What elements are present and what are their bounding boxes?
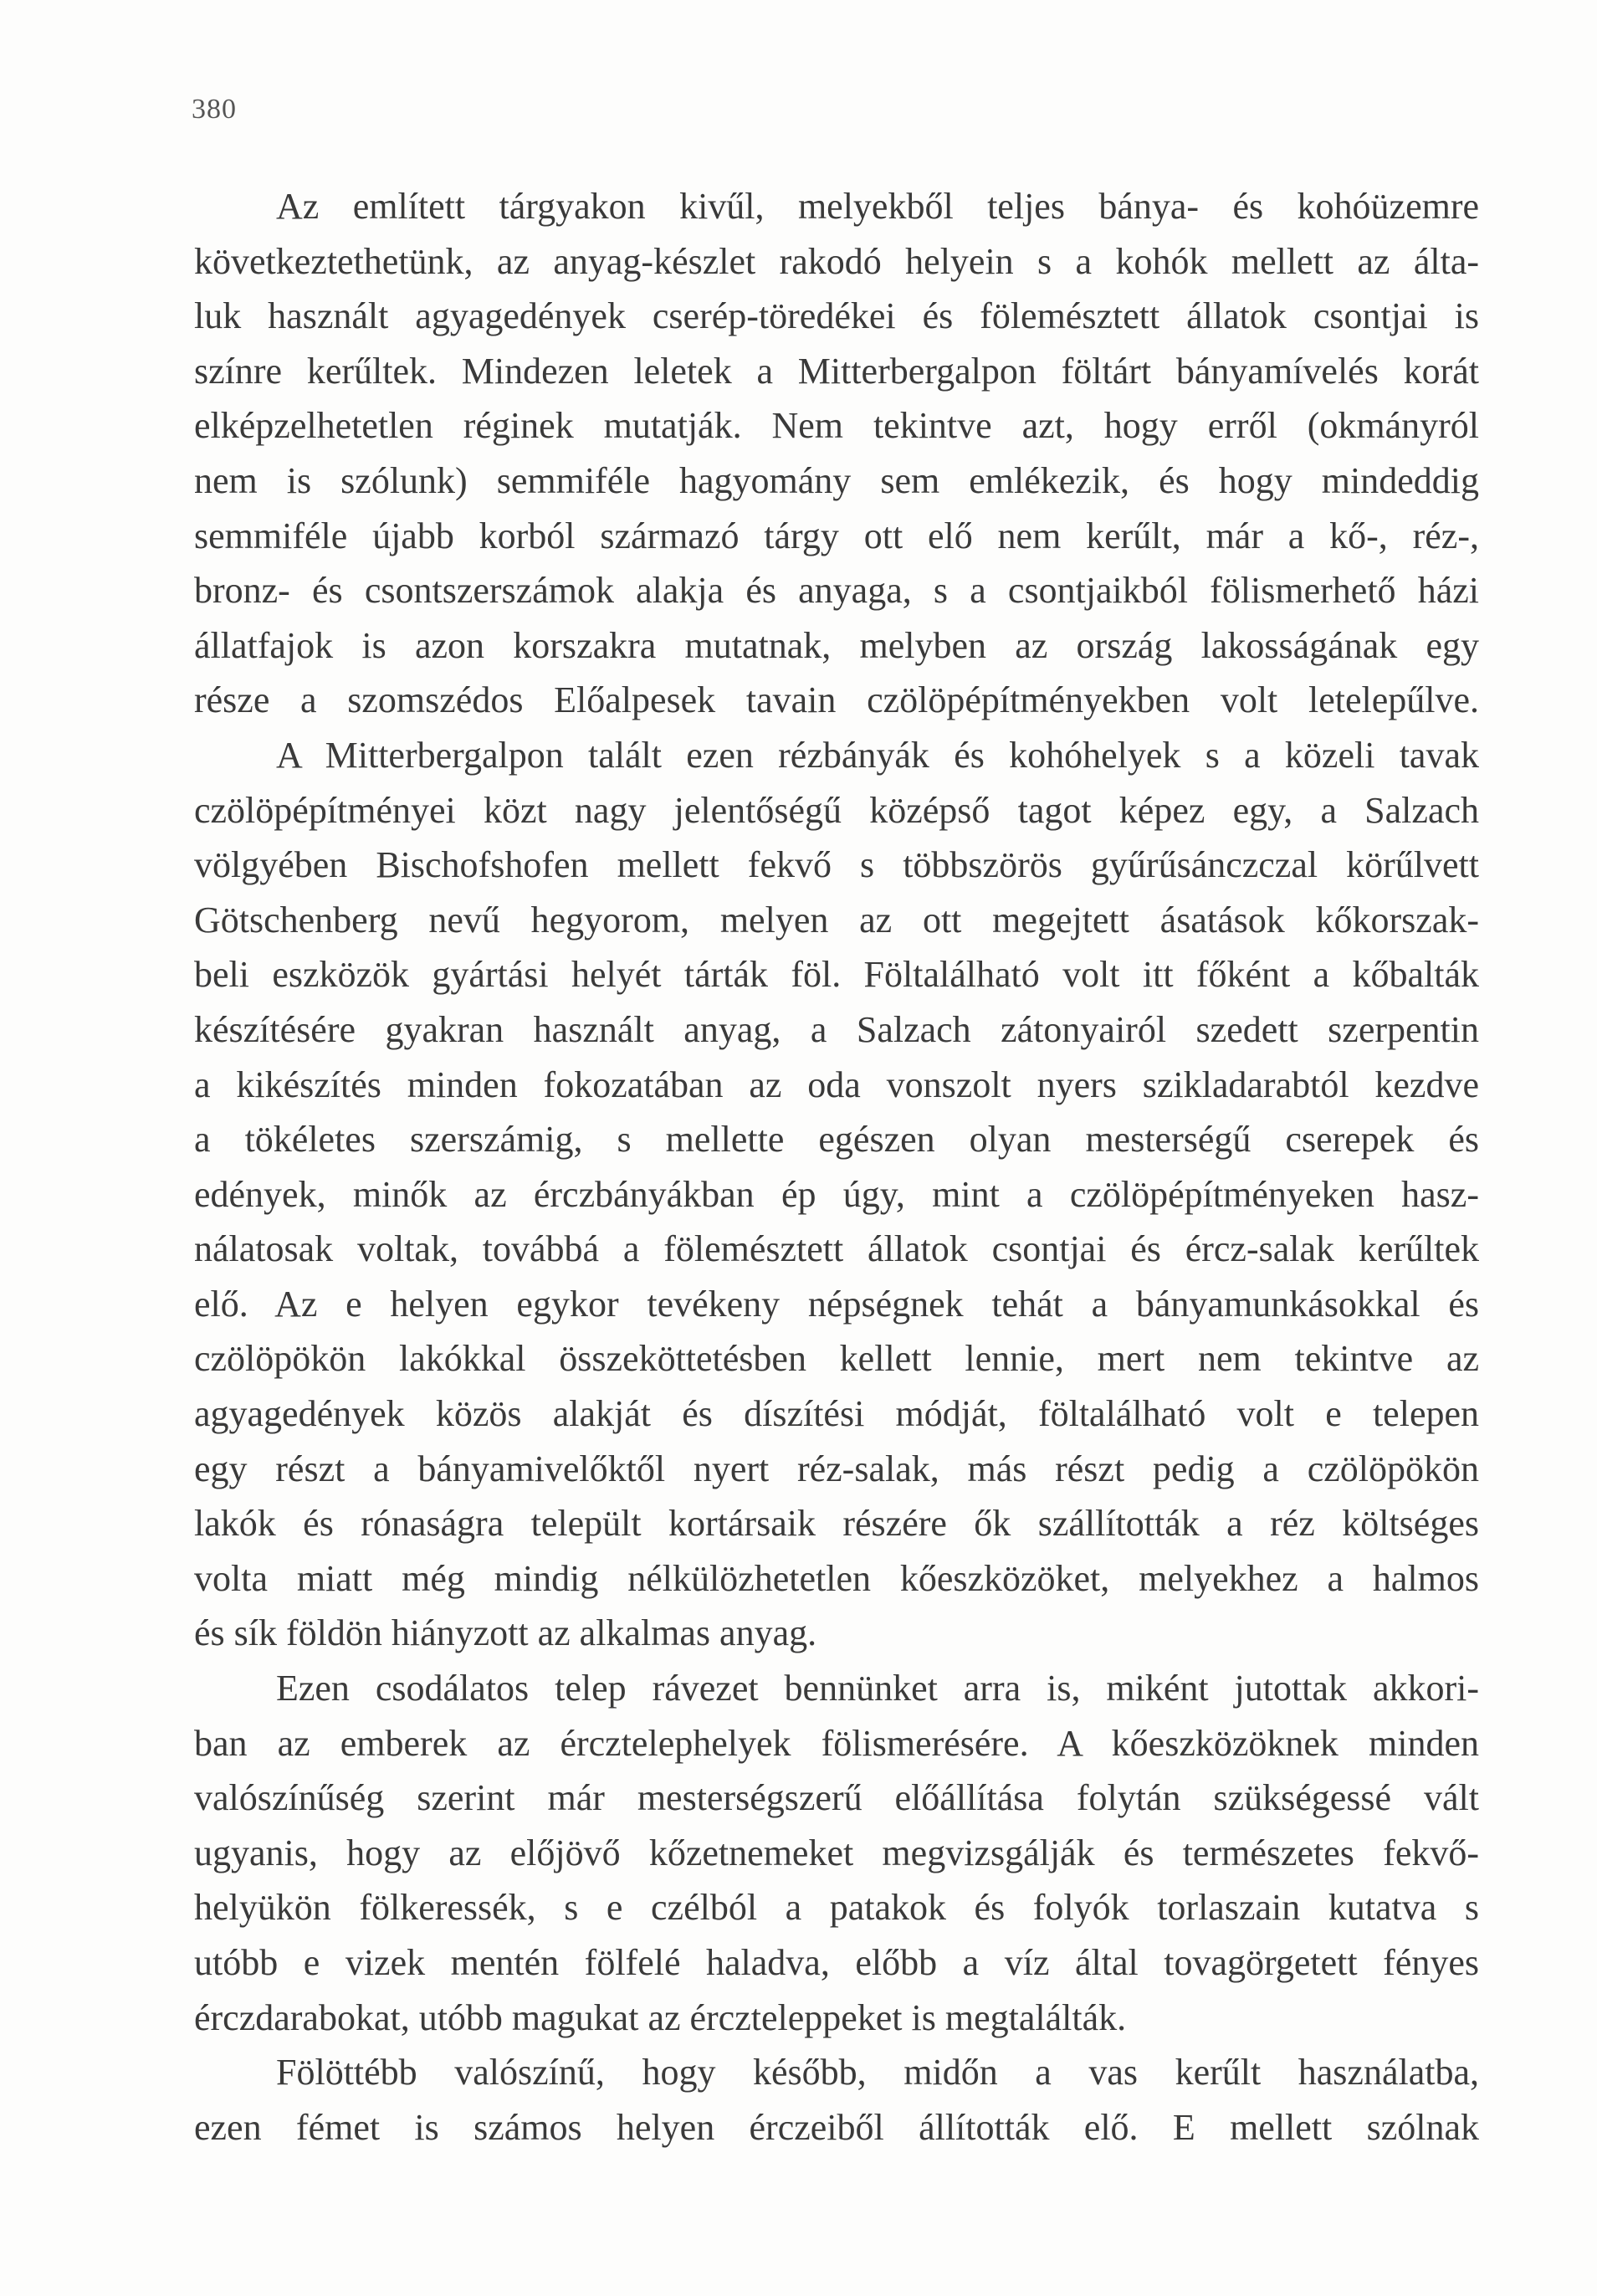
text-line: és sík földön hiányzott az alkalmas anyag. — [194, 1612, 817, 1654]
text-line: elő. Az e helyen egykor tevékeny népségnek tehát a bányamunkásokkal és — [194, 1283, 1479, 1325]
text-line: következtethetünk, az anyag-készlet rakodó helyein s a kohók mellett az álta- — [194, 240, 1479, 282]
text-line: a kikészítés minden fokozatában az oda vonszolt nyers szikladarabtól kezdve — [194, 1063, 1479, 1105]
text-line: egy részt a bányamivelőktől nyert réz-salak, más részt pedig a czölöpökön — [194, 1448, 1479, 1489]
text-line: színre kerűltek. Mindezen leletek a Mitterbergalpon föltárt bányamívelés korát — [194, 350, 1479, 392]
text-line: völgyében Bischofshofen mellett fekvő s többszörös gyűrűsánczczal körűlvett — [194, 844, 1479, 886]
text-line: helyükön fölkeressék, s e czélból a patakok és folyók torlaszain kutatva s — [194, 1887, 1479, 1929]
text-line: valószínűség szerint már mesterségszerű előállítása folytán szükségessé vált — [194, 1777, 1479, 1819]
text-line: lakók és rónaságra települt kortársaik részére ők szállították a réz költséges — [194, 1503, 1479, 1545]
text-line: nálatosak voltak, továbbá a fölemésztett állatok csontjai és ércz-salak kerűltek — [194, 1228, 1479, 1270]
text-line: ugyanis, hogy az előjövő kőzetnemeket megvizsgálják és természetes fekvő- — [194, 1832, 1479, 1873]
text-line: a tökéletes szerszámig, s mellette egészen olyan mesterségű cserepek és — [194, 1119, 1479, 1161]
body-text — [194, 179, 1479, 2155]
text-line: utóbb e vizek mentén fölfelé haladva, előbb a víz által tovagörgetett fényes — [194, 1942, 1479, 1983]
text-line: Götschenberg nevű hegyorom, melyen az ott megejtett ásatások kőkorszak- — [194, 899, 1479, 940]
text-line: Ezen csodálatos telep rávezet bennünket arra is, miként jutottak akkori- — [276, 1668, 1479, 1709]
text-line: nem is szólunk) semmiféle hagyomány sem emlékezik, és hogy mindeddig — [194, 459, 1479, 501]
text-line: része a szomszédos Előalpesek tavain czölöpépítményekben volt letelepűlve. — [194, 679, 1479, 721]
text-line: állatfajok is azon korszakra mutatnak, melyben az ország lakosságának egy — [194, 624, 1479, 666]
text-line: semmiféle újabb korból származó tárgy ott elő nem kerűlt, már a kő-, réz-, — [194, 515, 1479, 556]
text-line: Az említett tárgyakon kivűl, melyekből teljes bánya- és kohóüzemre — [276, 186, 1479, 227]
text-line: ban az emberek az ércztelephelyek fölismerésére. A kőeszközöknek minden — [194, 1722, 1479, 1764]
text-line: készítésére gyakran használt anyag, a Salzach zátonyairól szedett szerpentin — [194, 1008, 1479, 1050]
text-line: Fölöttébb valószínű, hogy később, midőn a vas kerűlt használatba, — [276, 2052, 1479, 2094]
text-line: luk használt agyagedények cserép-töredékei és fölemésztett állatok csontjai is — [194, 295, 1479, 337]
page-number: 380 — [192, 94, 237, 125]
text-line: ezen fémet is számos helyen érczeiből állították elő. E mellett szólnak — [194, 2106, 1479, 2148]
text-line: czölöpökön lakókkal összeköttetésben kellett lennie, mert nem tekintve az — [194, 1338, 1479, 1380]
text-line: érczdarabokat, utóbb magukat az érczteleppeket is megtalálták. — [194, 1996, 1127, 2038]
text-line: A Mitterbergalpon talált ezen rézbányák és kohóhelyek s a közeli tavak — [276, 734, 1479, 776]
text-line: edények, minők az érczbányákban ép úgy, mint a czölöpépítményeken hasz- — [194, 1173, 1479, 1215]
text-line: agyagedények közös alakját és díszítési módját, föltalálható volt e telepen — [194, 1393, 1479, 1435]
text-line: bronz- és csontszerszámok alakja és anyaga, s a csontjaikból fölismerhető házi — [194, 570, 1479, 612]
text-line: czölöpépítményei közt nagy jelentőségű középső tagot képez egy, a Salzach — [194, 789, 1479, 831]
text-line: elképzelhetetlen réginek mutatják. Nem tekintve azt, hogy erről (okmányról — [194, 405, 1479, 447]
text-line: beli eszközök gyártási helyét tárták föl. Föltalálható volt itt főként a kőbalták — [194, 954, 1479, 996]
text-line: volta miatt még mindig nélkülözhetetlen kőeszközöket, melyekhez a halmos — [194, 1557, 1479, 1599]
